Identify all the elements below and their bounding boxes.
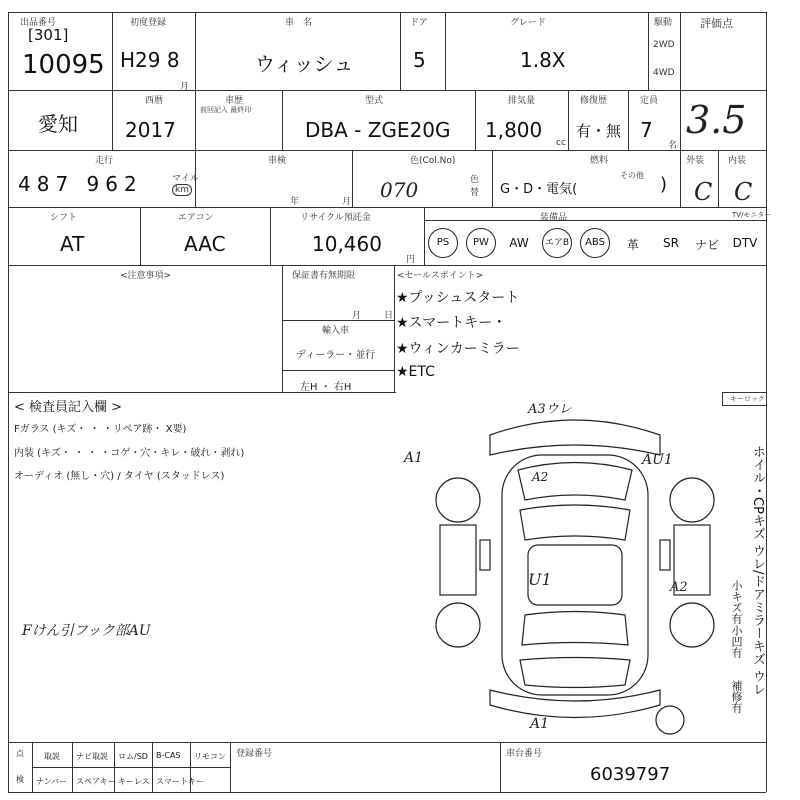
foot-item-smartkey: スマートキー <box>156 777 204 786</box>
equip-abs: ABS <box>578 228 612 258</box>
door-left <box>440 525 476 595</box>
warranty-day: 日 <box>384 311 394 321</box>
foot-item-manual: 取説 <box>44 752 60 761</box>
windshield-shape <box>520 505 630 540</box>
shift-label: シフト <box>50 213 78 223</box>
mileage-label: 走行 <box>95 156 114 166</box>
inspect-month: 月 <box>342 197 352 207</box>
car-name: ウィッシュ <box>255 52 354 76</box>
r4-div1 <box>140 207 141 265</box>
mark-rear-right: A2 <box>670 580 688 595</box>
equip-label: 装備品 <box>540 213 568 223</box>
history-sub: 前回記入 最終印 <box>200 106 252 114</box>
color-code: 070 <box>380 178 419 202</box>
foot-col1b: 検 <box>16 775 24 784</box>
recycle-value: 10,460 <box>312 232 382 256</box>
foot-item-navi-manual: ナビ取説 <box>76 752 108 761</box>
r2-div3 <box>282 90 283 150</box>
mark-hood: A2 <box>532 470 549 484</box>
r2-div5 <box>568 90 569 150</box>
recycle-label: リサイクル預託金 <box>300 213 371 223</box>
reg-label: 初度登録 <box>130 18 167 28</box>
row2-bottom <box>8 150 766 151</box>
row4-bottom <box>8 265 766 266</box>
fuel-close: ) <box>660 174 668 195</box>
region-value: 愛知 <box>38 112 78 136</box>
foot-div5 <box>230 742 231 792</box>
foot-item-remote: リモコン <box>194 752 226 761</box>
drive-label: 駆動 <box>654 18 673 28</box>
frame-top <box>8 12 766 13</box>
exterior-value: C <box>694 178 713 206</box>
wheel-front-right <box>670 478 714 522</box>
year-label: 西暦 <box>145 96 164 106</box>
recycle-unit: 円 <box>406 255 416 265</box>
sales-point-4: ★ETC <box>396 364 435 380</box>
mirror-right <box>660 540 670 570</box>
drive-4wd: 4WD <box>653 68 675 78</box>
mirror-left <box>480 540 490 570</box>
lot-code: [301] <box>28 26 69 44</box>
cc-value: 1,800 <box>485 118 543 142</box>
reg-no-label: 登録番号 <box>236 749 273 759</box>
foot-bottom <box>8 792 766 793</box>
r4-equip-top <box>424 220 766 221</box>
foot-item-rom: ロム/SD <box>118 752 148 761</box>
capacity-label: 定員 <box>640 96 659 106</box>
r1-div5 <box>648 12 649 90</box>
cc-unit: cc <box>556 138 566 148</box>
r2-div6 <box>628 90 629 150</box>
r4-div2 <box>270 207 271 265</box>
mark-right: AU1 <box>642 452 673 468</box>
sales-label: <セールスポイント> <box>397 271 484 281</box>
row3-bottom <box>8 207 766 208</box>
model-value: DBA - ZGE20G <box>305 118 451 142</box>
r1-div1 <box>112 12 113 90</box>
dealer-bottom <box>282 370 394 371</box>
inspector-handwritten: Fけん引フック部AU <box>22 623 151 639</box>
foot-item-keyless: キーレス <box>118 777 150 786</box>
handle-value: 左H ・ 右H <box>300 382 352 393</box>
fuel-other: その他 <box>620 171 644 180</box>
mark-roof: U1 <box>528 570 552 589</box>
score-label: 評価点 <box>700 17 733 30</box>
trunk-shape <box>520 658 630 688</box>
foot-item-bcas: B-CAS <box>156 751 181 760</box>
interior-value: C <box>734 178 753 206</box>
mark-left: A1 <box>404 450 424 466</box>
r1-div6 <box>680 12 681 207</box>
sales-point-1: ★プッシュスタート <box>396 290 520 306</box>
rear-window-shape <box>522 612 628 646</box>
shift-value: AT <box>60 232 85 256</box>
frame-left <box>8 12 9 792</box>
vertical-sub1: 小キズ有 <box>730 580 743 624</box>
doors-value: 5 <box>413 48 426 72</box>
sales-point-2: ★スマートキー・ <box>396 315 507 331</box>
mileage-unit-km: km <box>172 184 192 196</box>
r1-div2 <box>195 12 196 90</box>
footer-top <box>8 742 766 743</box>
sales-point-3: ★ウィンカーミラー <box>396 341 520 357</box>
car-label: 車 名 <box>285 18 313 28</box>
door-label: ドア <box>410 18 428 28</box>
r3-div2 <box>352 150 353 207</box>
r3-div4 <box>718 150 719 207</box>
caution-label: <注意事項> <box>120 271 172 281</box>
history-label: 車歴 <box>225 96 244 106</box>
wheel-front-left <box>436 478 480 522</box>
r2-div4 <box>475 90 476 150</box>
reg-value: H29 8 <box>120 48 180 72</box>
wheel-rear-right <box>670 603 714 647</box>
foot-item-plate: ナンバー <box>36 777 68 786</box>
ac-label: エアコン <box>178 213 214 223</box>
capacity-unit: 名 <box>668 141 678 151</box>
key-lock-label: キーロック <box>730 395 765 403</box>
inspector-title: < 検査員記入欄 > <box>14 400 123 415</box>
inspector-line2: 内装 (キズ・ ・ ・ ・コゲ・穴・キレ・破れ・剥れ) <box>14 448 245 459</box>
front-bumper-shape <box>490 420 660 455</box>
foot-mid <box>32 767 230 768</box>
lot-number: 10095 <box>22 50 105 80</box>
spare-tire <box>656 706 684 734</box>
inspect-label: 車検 <box>268 156 287 166</box>
capacity-value: 7 <box>640 118 653 142</box>
cc-label: 排気量 <box>508 96 536 106</box>
notes-div1 <box>282 265 283 392</box>
color-label: 色(Col.No) <box>410 156 456 166</box>
model-label: 型式 <box>365 96 384 106</box>
rear-bumper-shape <box>490 690 660 718</box>
repair-label: 修復歴 <box>580 96 608 106</box>
year-value: 2017 <box>125 118 176 142</box>
r1-div3 <box>400 12 401 90</box>
key-box-top <box>722 392 766 393</box>
vertical-sub2: 小凹有 <box>730 625 743 658</box>
vertical-legend: ホイル・CPキズ ウレ/ドアミラーキズ ウレ <box>750 445 765 696</box>
vertical-sub3: 補修有 <box>730 680 743 713</box>
notes-div2 <box>394 265 395 392</box>
ac-value: AAC <box>184 232 226 256</box>
chassis-label: 車台番号 <box>506 749 543 759</box>
equip-airbag: エアB <box>540 228 574 258</box>
car-damage-diagram <box>420 400 730 740</box>
mileage-value: 487 962 <box>18 172 143 196</box>
repair-value: 有・無 <box>576 122 622 140</box>
equip-sunroof: SR <box>663 236 679 250</box>
chassis-number: 6039797 <box>590 764 671 785</box>
mileage-unit-mile: マイル <box>172 174 199 184</box>
warranty-month: 月 <box>352 311 362 321</box>
warranty-bottom <box>282 320 394 321</box>
color-change-label: 色替 <box>470 175 480 198</box>
r2-div1 <box>112 90 113 150</box>
equip-dtv: DTV <box>732 236 758 250</box>
drive-2wd: 2WD <box>653 40 675 50</box>
tv-label: TV/モニター <box>732 211 772 219</box>
fuel-value: G・D・電気( <box>500 182 578 197</box>
inspector-line3: オーディオ (無し・穴) / タイヤ (スタッドレス) <box>14 471 225 482</box>
foot-item-spare-key: スペアキー <box>76 777 116 786</box>
reg-month-mark: 月 <box>180 82 190 92</box>
foot-col1: 点 <box>16 749 24 758</box>
mark-front: A3ウレ <box>528 402 572 417</box>
fuel-label: 燃料 <box>590 156 609 166</box>
mark-rear: A1 <box>530 716 550 732</box>
row1-bottom <box>8 90 766 91</box>
car-body-outline <box>502 455 648 695</box>
equip-leather: 革 <box>626 238 639 252</box>
equip-navi: ナビ <box>694 238 719 252</box>
score-value: 3.5 <box>686 98 747 142</box>
r3-div3 <box>492 150 493 207</box>
inspector-line1: Fガラス (キズ・ ・ ・リペア跡・ X要) <box>14 424 187 435</box>
r1-div4 <box>445 12 446 90</box>
inspect-year: 年 <box>290 197 300 207</box>
equip-pw: PW <box>464 228 498 258</box>
exterior-label: 外装 <box>686 156 705 166</box>
warranty-label: 保証書有無期限 <box>292 271 356 281</box>
foot-div6 <box>500 742 501 792</box>
grade-value: 1.8X <box>520 48 566 72</box>
wheel-rear-left <box>436 603 480 647</box>
equip-ps: PS <box>426 228 460 258</box>
lot-label: 出品番号 <box>20 18 57 28</box>
grade-label: グレード <box>510 18 547 28</box>
dealer-value: ディーラー・並行 <box>296 350 376 361</box>
import-label: 輸入車 <box>322 326 350 336</box>
r2-div2 <box>195 90 196 150</box>
equip-aw: AW <box>509 236 529 250</box>
r4-div3 <box>424 207 425 265</box>
interior-label: 内装 <box>728 156 747 166</box>
